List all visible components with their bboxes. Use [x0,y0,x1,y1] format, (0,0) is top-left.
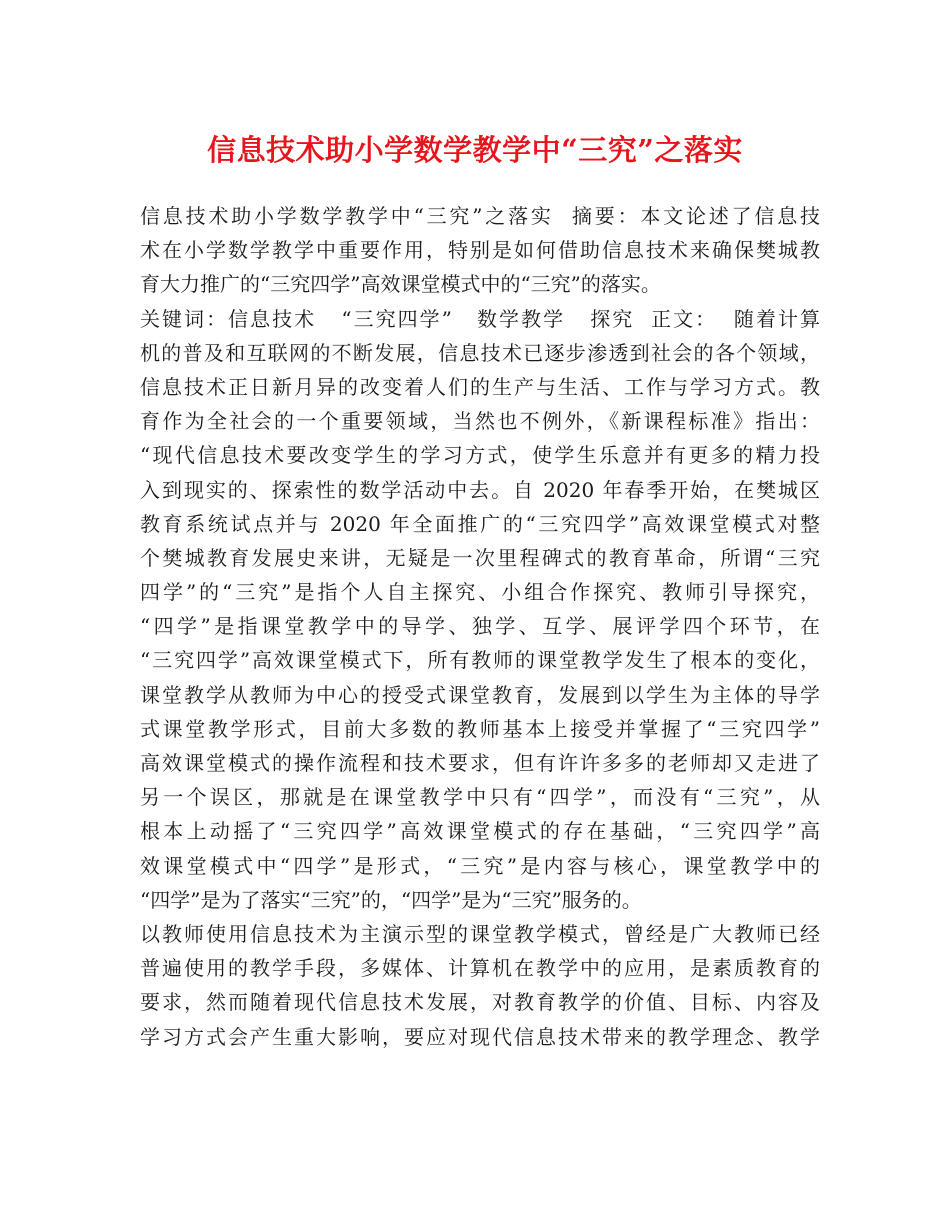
body-line: 育大力推广的“三究四学”高效课堂模式中的“三究”的落实。 [140,272,661,297]
body-line: “三究四学”高效课堂模式下，所有教师的课堂教学发生了根本的变化， [140,648,820,673]
document-body [140,199,820,1054]
document-title: 信息技术助小学数学教学中“三究”之落实 [207,133,743,167]
body-line: “四学”是指课堂教学中的导学、独学、互学、展评学四个环节，在 [140,614,820,639]
body-line: “现代信息技术要改变学生的学习方式，使学生乐意并有更多的精力投 [140,443,820,468]
body-line: 根本上动摇了“三究四学”高效课堂模式的存在基础，“三究四学”高 [140,819,820,844]
body-line: 入到现实的、探索性的数学活动中去。自 2020 年春季开始，在樊城区 [140,477,820,502]
body-line: 高效课堂模式的操作流程和技术要求，但有许许多多的老师却又走进了 [140,751,820,775]
body-line: 术在小学数学教学中重要作用，特别是如何借助信息技术来确保樊城教 [140,238,820,263]
body-line: 机的普及和互联网的不断发展，信息技术已逐步渗透到社会的各个领域， [140,340,820,365]
body-line: 育作为全社会的一个重要领域，当然也不例外，《新课程标准》指出： [140,409,820,434]
body-line: 以教师使用信息技术为主演示型的课堂教学模式，曾经是广大教师已经 [140,921,820,946]
body-line: 四学”的“三究”是指个人自主探究、小组合作探究、教师引导探究， [140,580,820,605]
body-line: 效课堂模式中“四学”是形式，“三究”是内容与核心，课堂教学中的 [140,853,820,878]
body-line: 信息技术正日新月异的改变着人们的生产与生活、工作与学习方式。教 [140,374,820,399]
body-line: 式课堂教学形式，目前大多数的教师基本上接受并掌握了“三究四学” [140,716,820,741]
body-line: 另一个误区，那就是在课堂教学中只有“四学”，而没有“三究”，从 [140,785,820,810]
body-line: 个樊城教育发展史来讲，无疑是一次里程碑式的教育革命，所谓“三究 [140,545,820,570]
body-line: 要求，然而随着现代信息技术发展，对教育教学的价值、目标、内容及 [140,990,820,1015]
body-line: 信息技术助小学数学教学中“三究”之落实 摘要：本文论述了信息技 [140,204,820,228]
body-line: 关键词：信息技术 “三究四学” 数学教学 探究 正文： 随着计算 [140,306,820,331]
body-line: 教育系统试点并与 2020 年全面推广的“三究四学”高效课堂模式对整 [140,511,820,536]
body-line: 普遍使用的教学手段，多媒体、计算机在教学中的应用，是素质教育的 [140,956,820,981]
body-line: 学习方式会产生重大影响，要应对现代信息技术带来的教学理念、教学 [140,1024,820,1049]
body-line: 课堂教学从教师为中心的授受式课堂教育，发展到以学生为主体的导学 [140,682,820,707]
body-line: “四学”是为了落实“三究”的，“四学”是为“三究”服务的。 [140,887,642,912]
